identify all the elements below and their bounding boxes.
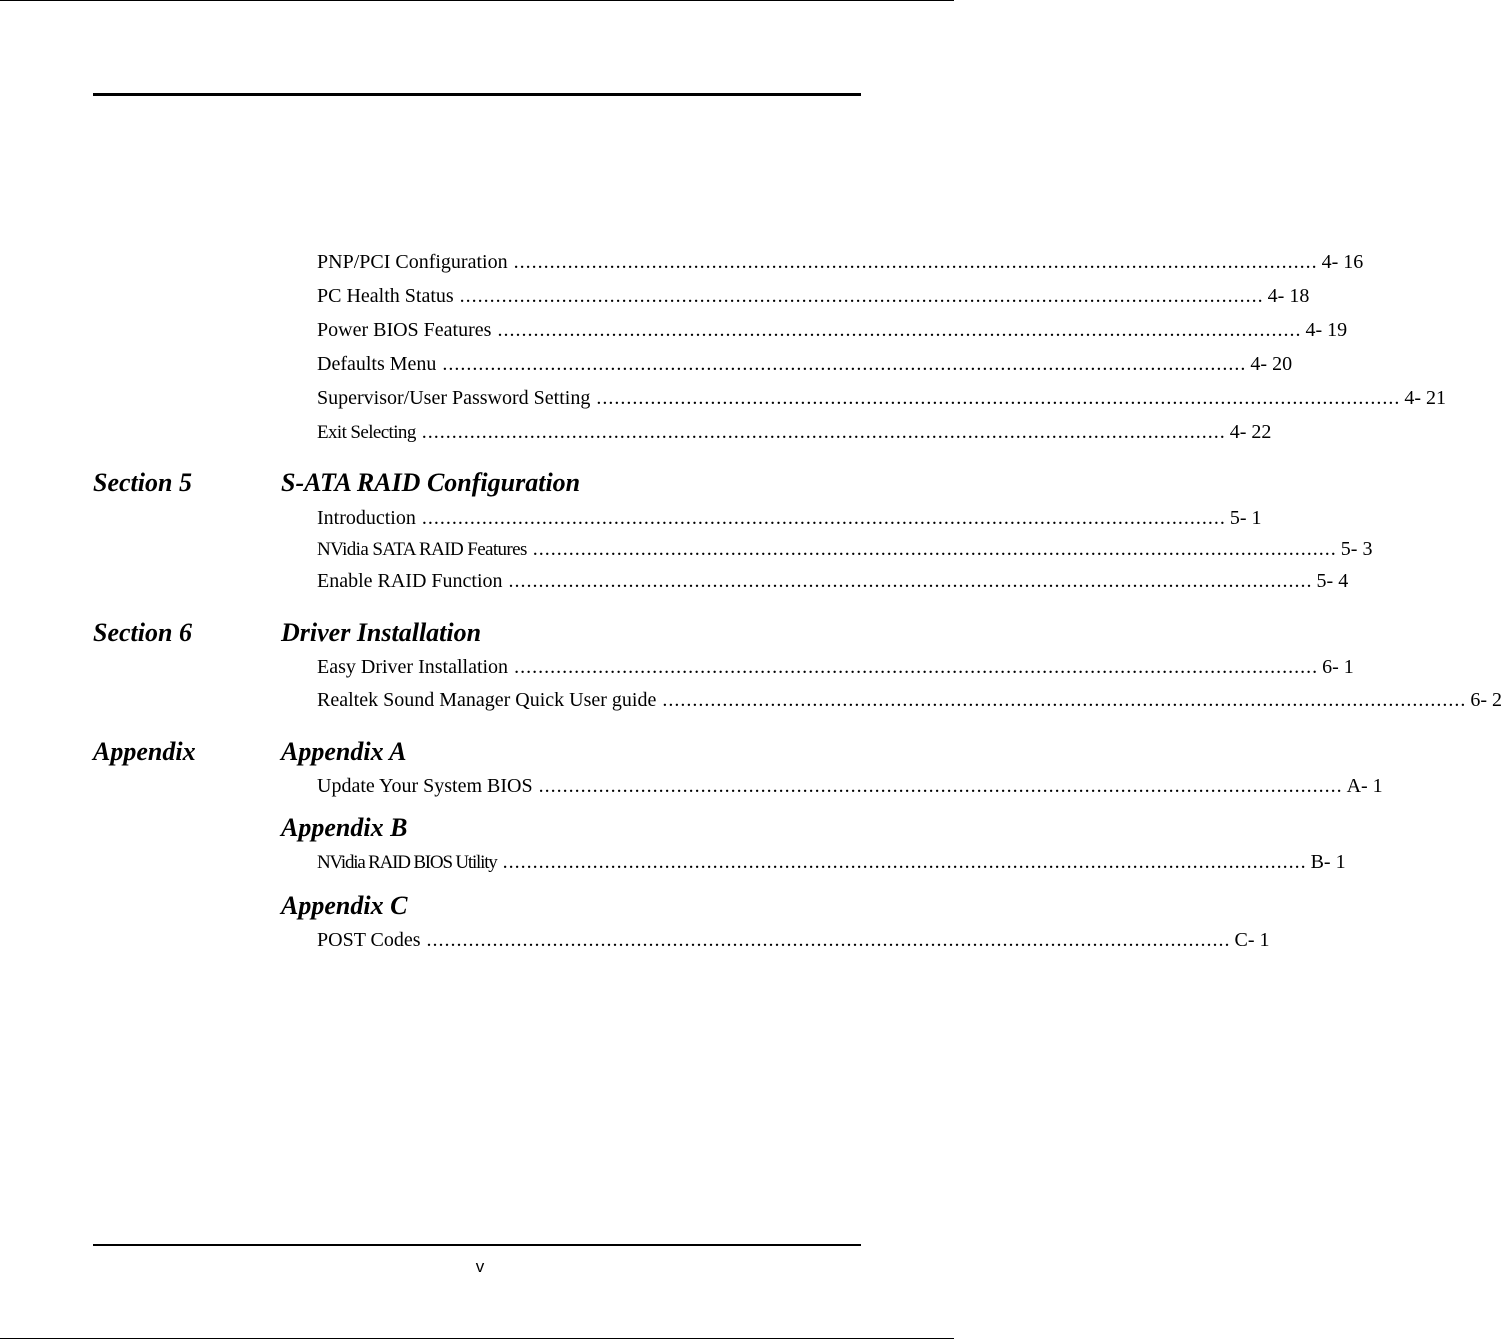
toc-entry-nvidia-raid-bios-utility[interactable]: NVidia RAID BIOS Utility ...................................................................................................................................... B- 1 [317,851,1346,873]
leader-dots: ...................................................................................................................................... [497,319,1302,341]
leader-dots: ...................................................................................................................................... [502,851,1307,873]
toc-entry-pnp-pci[interactable]: PNP/PCI Configuration ...................................................................................................................................... 4- 16 [317,251,1364,273]
toc-entry-post-codes[interactable]: POST Codes ...................................................................................................................................... C- 1 [317,929,1270,951]
leader-dots: ...................................................................................................................................... [662,689,1467,711]
leader-dots: ...................................................................................................................................... [421,507,1226,529]
leader-dots: ...................................................................................................................................... [426,929,1231,951]
leader-dots: ...................................................................................................................................... [442,353,1247,375]
section-5-label: Section 5 [93,468,192,497]
toc-entry-enable-raid-function[interactable]: Enable RAID Function ...................................................................................................................................... 5- 4 [317,570,1349,592]
toc-entry-introduction[interactable]: Introduction ...................................................................................................................................... 5- 1 [317,507,1262,529]
leader-dots: ...................................................................................................................................... [508,570,1313,592]
appendix-label: Appendix [93,737,196,766]
toc-entry-pc-health[interactable]: PC Health Status ...................................................................................................................................... 4- 18 [317,285,1310,307]
leader-dots: ...................................................................................................................................... [421,421,1226,443]
footer-rule [93,1244,861,1246]
leader-dots: ...................................................................................................................................... [513,251,1318,273]
toc-entry-update-system-bios[interactable]: Update Your System BIOS ...................................................................................................................................... A- 1 [317,775,1383,797]
page-number: v [475,1257,485,1276]
leader-dots: ...................................................................................................................................... [538,775,1343,797]
header-rule [93,93,861,96]
toc-entry-realtek-sound-manager[interactable]: Realtek Sound Manager Quick User guide ...................................................................................................................................... 6- 2 [317,689,1502,711]
section-6-title[interactable]: Driver Installation [281,618,482,647]
toc-entry-power-bios[interactable]: Power BIOS Features ...................................................................................................................................... 4- 19 [317,319,1348,341]
section-5-title[interactable]: S-ATA RAID Configuration [281,468,581,497]
page-bottom-edge [0,1338,954,1339]
toc-entry-password-setting[interactable]: Supervisor/User Password Setting ...................................................................................................................................... 4- 21 [317,387,1446,409]
page-top-edge [0,0,954,1]
toc-entry-nvidia-sata-raid-features[interactable]: NVidia SATA RAID Features ...................................................................................................................................... 5- 3 [317,538,1373,560]
section-6-label: Section 6 [93,618,192,647]
leader-dots: ...................................................................................................................................... [459,285,1264,307]
appendix-a-title[interactable]: Appendix A [281,737,407,766]
toc-entry-exit-selecting[interactable]: Exit Selecting ...................................................................................................................................... 4- 22 [317,421,1272,443]
leader-dots: ...................................................................................................................................... [596,387,1401,409]
toc-entry-easy-driver-installation[interactable]: Easy Driver Installation ...................................................................................................................................... 6- 1 [317,656,1354,678]
leader-dots: ...................................................................................................................................... [514,656,1319,678]
appendix-b-title[interactable]: Appendix B [281,813,408,842]
leader-dots: ...................................................................................................................................... [532,538,1337,560]
toc-entry-defaults-menu[interactable]: Defaults Menu ...................................................................................................................................... 4- 20 [317,353,1293,375]
appendix-c-title[interactable]: Appendix C [281,891,408,920]
